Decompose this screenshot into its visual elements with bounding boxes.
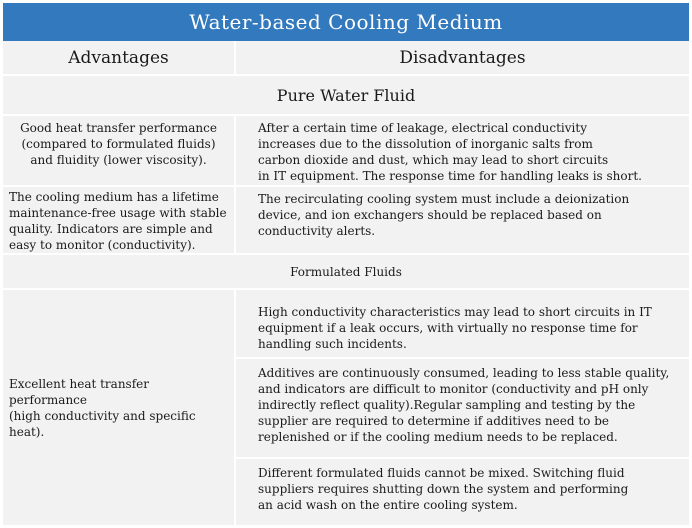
text-line: and fluidity (lower viscosity).: [30, 153, 207, 167]
text-line: Additives are continuously consumed, leading to less stable quality,: [258, 366, 670, 380]
text-line: suppliers requires shutting down the system and performing: [258, 482, 629, 496]
text-line: The recirculating cooling system must include a deionization: [258, 192, 630, 206]
text-line: After a certain time of leakage, electrical conductivity: [258, 121, 587, 135]
text-line: High conductivity characteristics may lead to short circuits in IT: [258, 305, 652, 319]
advantages-header: Advantages: [3, 41, 236, 76]
text-line: and indicators are difficult to monitor (conductivity and pH only: [258, 382, 649, 396]
formulated-section-title: Formulated Fluids: [3, 255, 689, 290]
text-line: maintenance-free usage with stable: [9, 206, 227, 220]
text-line: Good heat transfer performance: [20, 121, 217, 135]
text-line: increases due to the dissolution of inorganic salts from: [258, 137, 593, 151]
text-line: (compared to formulated fluids): [21, 137, 216, 151]
formulated-advantage: [3, 290, 236, 525]
text-line: conductivity alerts.: [258, 224, 376, 238]
formulated-disadvantage-2: [236, 359, 689, 459]
text-line: The cooling medium has a lifetime: [9, 190, 219, 204]
text-line: (high conductivity and specific heat).: [9, 408, 196, 439]
text-line: in IT equipment. The response time for handling leaks is short.: [258, 169, 642, 183]
text-line: equipment if a leak occurs, with virtually no response time for: [258, 321, 638, 335]
text-line: Excellent heat transfer performance: [9, 376, 149, 407]
text-line: supplier are required to determine if additives need to be: [258, 414, 610, 428]
formulated-disadvantage-1: [236, 290, 689, 359]
pure-water-advantage-2: [3, 187, 236, 255]
text-line: carbon dioxide and dust, which may lead to short circuits: [258, 153, 609, 167]
text-line: quality. Indicators are simple and: [9, 222, 213, 236]
text-line: an acid wash on the entire cooling system.: [258, 498, 518, 512]
disadvantages-header: Disadvantages: [236, 41, 689, 76]
table-title: Water-based Cooling Medium: [3, 3, 689, 41]
pure-water-advantage-1: [3, 116, 236, 187]
comparison-table: [3, 3, 689, 525]
text-line: easy to monitor (conductivity).: [9, 238, 196, 252]
text-line: indirectly reflect quality).Regular sampling and testing by the: [258, 398, 636, 412]
text-line: handling such incidents.: [258, 337, 407, 351]
text-line: replenished or if the cooling medium needs to be replaced.: [258, 430, 618, 444]
formulated-disadvantage-3: [236, 459, 689, 525]
pure-water-disadvantage-1: [236, 116, 689, 187]
text-line: device, and ion exchangers should be replaced based on: [258, 208, 602, 222]
text-line: Different formulated fluids cannot be mixed. Switching fluid: [258, 466, 625, 480]
pure-water-disadvantage-2: [236, 187, 689, 255]
pure-water-section-title: Pure Water Fluid: [3, 76, 689, 116]
